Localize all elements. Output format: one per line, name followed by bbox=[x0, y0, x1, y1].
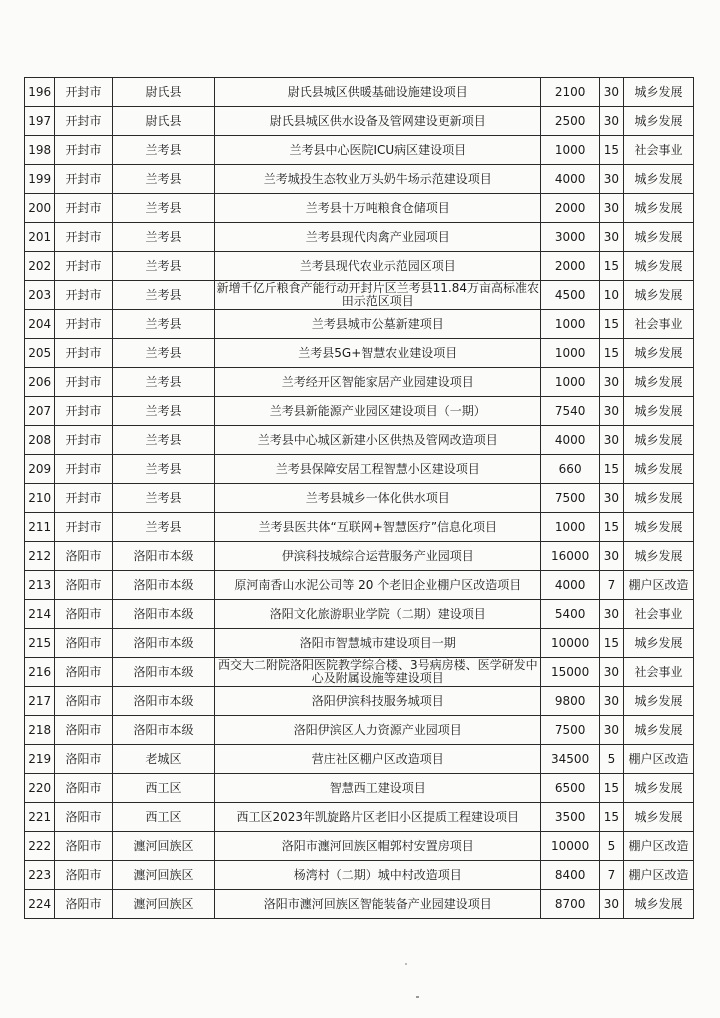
table-row bbox=[25, 803, 694, 832]
table-row bbox=[25, 513, 694, 542]
category-cell: 社会事业 bbox=[623, 658, 693, 687]
table-body bbox=[25, 78, 694, 919]
table-row bbox=[25, 281, 694, 310]
table-row bbox=[25, 368, 694, 397]
category-cell: 城乡发展 bbox=[623, 803, 693, 832]
project-name-cell: 兰考县中心医院ICU病区建设项目 bbox=[215, 136, 541, 165]
years-cell: 5 bbox=[599, 745, 623, 774]
amount-cell: 3500 bbox=[541, 803, 600, 832]
category-cell: 社会事业 bbox=[623, 310, 693, 339]
county-cell: 洛阳市本级 bbox=[112, 629, 214, 658]
scan-speck bbox=[405, 963, 407, 965]
category-cell: 城乡发展 bbox=[623, 484, 693, 513]
city-cell: 洛阳市 bbox=[55, 745, 112, 774]
table-row bbox=[25, 397, 694, 426]
project-name-cell: 杨湾村（二期）城中村改造项目 bbox=[215, 861, 541, 890]
category-cell: 城乡发展 bbox=[623, 890, 693, 919]
amount-cell: 6500 bbox=[541, 774, 600, 803]
years-cell: 30 bbox=[599, 484, 623, 513]
row-number: 201 bbox=[25, 223, 55, 252]
category-cell: 城乡发展 bbox=[623, 165, 693, 194]
row-number: 200 bbox=[25, 194, 55, 223]
years-cell: 15 bbox=[599, 774, 623, 803]
category-cell: 城乡发展 bbox=[623, 78, 693, 107]
city-cell: 开封市 bbox=[55, 310, 112, 339]
project-name-cell: 西工区2023年凯旋路片区老旧小区提质工程建设项目 bbox=[215, 803, 541, 832]
years-cell: 15 bbox=[599, 310, 623, 339]
project-name-cell: 兰考县十万吨粮食仓储项目 bbox=[215, 194, 541, 223]
table-row bbox=[25, 223, 694, 252]
amount-cell: 34500 bbox=[541, 745, 600, 774]
category-cell: 城乡发展 bbox=[623, 194, 693, 223]
category-cell: 城乡发展 bbox=[623, 513, 693, 542]
city-cell: 开封市 bbox=[55, 513, 112, 542]
years-cell: 15 bbox=[599, 455, 623, 484]
city-cell: 开封市 bbox=[55, 397, 112, 426]
amount-cell: 1000 bbox=[541, 513, 600, 542]
row-number: 206 bbox=[25, 368, 55, 397]
category-cell: 棚户区改造 bbox=[623, 571, 693, 600]
category-cell: 城乡发展 bbox=[623, 629, 693, 658]
amount-cell: 4500 bbox=[541, 281, 600, 310]
amount-cell: 660 bbox=[541, 455, 600, 484]
project-name-cell: 尉氏县城区供水设备及管网建设更新项目 bbox=[215, 107, 541, 136]
project-name-cell: 兰考县保障安居工程智慧小区建设项目 bbox=[215, 455, 541, 484]
amount-cell: 8700 bbox=[541, 890, 600, 919]
amount-cell: 1000 bbox=[541, 310, 600, 339]
category-cell: 棚户区改造 bbox=[623, 832, 693, 861]
amount-cell: 7500 bbox=[541, 484, 600, 513]
category-cell: 社会事业 bbox=[623, 136, 693, 165]
table-row bbox=[25, 629, 694, 658]
city-cell: 开封市 bbox=[55, 107, 112, 136]
project-name-cell: 洛阳伊滨区人力资源产业园项目 bbox=[215, 716, 541, 745]
city-cell: 洛阳市 bbox=[55, 774, 112, 803]
row-number: 214 bbox=[25, 600, 55, 629]
years-cell: 30 bbox=[599, 223, 623, 252]
project-name-cell: 洛阳市智慧城市建设项目一期 bbox=[215, 629, 541, 658]
county-cell: 西工区 bbox=[112, 774, 214, 803]
amount-cell: 9800 bbox=[541, 687, 600, 716]
years-cell: 15 bbox=[599, 629, 623, 658]
project-name-cell: 兰考县新能源产业园区建设项目（一期） bbox=[215, 397, 541, 426]
county-cell: 兰考县 bbox=[112, 194, 214, 223]
years-cell: 30 bbox=[599, 658, 623, 687]
years-cell: 15 bbox=[599, 136, 623, 165]
county-cell: 洛阳市本级 bbox=[112, 571, 214, 600]
row-number: 221 bbox=[25, 803, 55, 832]
county-cell: 瀍河回族区 bbox=[112, 890, 214, 919]
row-number: 205 bbox=[25, 339, 55, 368]
city-cell: 开封市 bbox=[55, 136, 112, 165]
project-name-cell: 营庄社区棚户区改造项目 bbox=[215, 745, 541, 774]
years-cell: 30 bbox=[599, 107, 623, 136]
table-row bbox=[25, 861, 694, 890]
city-cell: 开封市 bbox=[55, 455, 112, 484]
table-row bbox=[25, 426, 694, 455]
city-cell: 洛阳市 bbox=[55, 542, 112, 571]
row-number: 203 bbox=[25, 281, 55, 310]
amount-cell: 2000 bbox=[541, 194, 600, 223]
scan-speck bbox=[416, 996, 419, 998]
project-name-cell: 新增千亿斤粮食产能行动开封片区兰考县11.84万亩高标准农田示范区项目 bbox=[216, 281, 539, 308]
table-row bbox=[25, 455, 694, 484]
city-cell: 开封市 bbox=[55, 252, 112, 281]
county-cell: 兰考县 bbox=[112, 513, 214, 542]
category-cell: 社会事业 bbox=[623, 600, 693, 629]
city-cell: 洛阳市 bbox=[55, 658, 112, 687]
years-cell: 30 bbox=[599, 890, 623, 919]
city-cell: 开封市 bbox=[55, 368, 112, 397]
county-cell: 兰考县 bbox=[112, 397, 214, 426]
county-cell: 洛阳市本级 bbox=[112, 716, 214, 745]
row-number: 208 bbox=[25, 426, 55, 455]
row-number: 219 bbox=[25, 745, 55, 774]
project-name-cell: 洛阳伊滨科技服务城项目 bbox=[215, 687, 541, 716]
county-cell: 洛阳市本级 bbox=[112, 687, 214, 716]
city-cell: 开封市 bbox=[55, 194, 112, 223]
city-cell: 洛阳市 bbox=[55, 629, 112, 658]
city-cell: 洛阳市 bbox=[55, 832, 112, 861]
table-row bbox=[25, 310, 694, 339]
table-row bbox=[25, 339, 694, 368]
row-number: 220 bbox=[25, 774, 55, 803]
table-row bbox=[25, 600, 694, 629]
amount-cell: 1000 bbox=[541, 136, 600, 165]
county-cell: 兰考县 bbox=[112, 426, 214, 455]
table-row bbox=[25, 194, 694, 223]
row-number: 212 bbox=[25, 542, 55, 571]
county-cell: 洛阳市本级 bbox=[112, 658, 214, 687]
years-cell: 15 bbox=[599, 252, 623, 281]
project-name-cell: 兰考县现代农业示范园区项目 bbox=[215, 252, 541, 281]
amount-cell: 1000 bbox=[541, 368, 600, 397]
county-cell: 洛阳市本级 bbox=[112, 600, 214, 629]
county-cell: 兰考县 bbox=[112, 368, 214, 397]
amount-cell: 3000 bbox=[541, 223, 600, 252]
years-cell: 7 bbox=[599, 861, 623, 890]
table-row bbox=[25, 658, 694, 687]
row-number: 209 bbox=[25, 455, 55, 484]
row-number: 218 bbox=[25, 716, 55, 745]
project-name-cell: 兰考县城乡一体化供水项目 bbox=[215, 484, 541, 513]
category-cell: 城乡发展 bbox=[623, 397, 693, 426]
row-number: 215 bbox=[25, 629, 55, 658]
table-row bbox=[25, 484, 694, 513]
years-cell: 30 bbox=[599, 600, 623, 629]
amount-cell: 1000 bbox=[541, 339, 600, 368]
county-cell: 兰考县 bbox=[112, 252, 214, 281]
years-cell: 30 bbox=[599, 716, 623, 745]
project-name-cell: 兰考城投生态牧业万头奶牛场示范建设项目 bbox=[215, 165, 541, 194]
table-row bbox=[25, 542, 694, 571]
years-cell: 30 bbox=[599, 368, 623, 397]
city-cell: 开封市 bbox=[55, 165, 112, 194]
amount-cell: 4000 bbox=[541, 426, 600, 455]
row-number: 216 bbox=[25, 658, 55, 687]
row-number: 199 bbox=[25, 165, 55, 194]
amount-cell: 4000 bbox=[541, 165, 600, 194]
project-name-cell: 兰考县5G+智慧农业建设项目 bbox=[215, 339, 541, 368]
project-name-cell: 兰考经开区智能家居产业园建设项目 bbox=[215, 368, 541, 397]
category-cell: 城乡发展 bbox=[623, 716, 693, 745]
row-number: 210 bbox=[25, 484, 55, 513]
project-name-cell: 兰考县现代肉禽产业园项目 bbox=[215, 223, 541, 252]
project-name-cell: 洛阳市瀍河回族区帽郭村安置房项目 bbox=[215, 832, 541, 861]
table-row bbox=[25, 78, 694, 107]
row-number: 198 bbox=[25, 136, 55, 165]
city-cell: 开封市 bbox=[55, 78, 112, 107]
amount-cell: 8400 bbox=[541, 861, 600, 890]
years-cell: 30 bbox=[599, 165, 623, 194]
row-number: 213 bbox=[25, 571, 55, 600]
county-cell: 兰考县 bbox=[112, 484, 214, 513]
years-cell: 30 bbox=[599, 78, 623, 107]
project-name-cell: 尉氏县城区供暖基础设施建设项目 bbox=[215, 78, 541, 107]
county-cell: 洛阳市本级 bbox=[112, 542, 214, 571]
project-name-cell: 西交大二附院洛阳医院教学综合楼、3号病房楼、医学研发中心及附属设施等建设项目 bbox=[215, 658, 541, 687]
table-row bbox=[25, 774, 694, 803]
county-cell: 兰考县 bbox=[112, 223, 214, 252]
table-row bbox=[25, 252, 694, 281]
category-cell: 城乡发展 bbox=[623, 368, 693, 397]
table-row bbox=[25, 136, 694, 165]
county-cell: 兰考县 bbox=[112, 165, 214, 194]
project-name-cell: 兰考县中心城区新建小区供热及管网改造项目 bbox=[215, 426, 541, 455]
row-number: 202 bbox=[25, 252, 55, 281]
amount-cell: 2500 bbox=[541, 107, 600, 136]
category-cell: 城乡发展 bbox=[623, 426, 693, 455]
years-cell: 15 bbox=[599, 513, 623, 542]
county-cell: 兰考县 bbox=[112, 339, 214, 368]
category-cell: 棚户区改造 bbox=[623, 745, 693, 774]
county-cell: 瀍河回族区 bbox=[112, 832, 214, 861]
amount-cell: 10000 bbox=[541, 832, 600, 861]
years-cell: 7 bbox=[599, 571, 623, 600]
amount-cell: 16000 bbox=[541, 542, 600, 571]
project-name-cell: 洛阳市瀍河回族区智能装备产业园建设项目 bbox=[215, 890, 541, 919]
table-row bbox=[25, 890, 694, 919]
amount-cell: 7500 bbox=[541, 716, 600, 745]
years-cell: 15 bbox=[599, 339, 623, 368]
category-cell: 城乡发展 bbox=[623, 339, 693, 368]
city-cell: 开封市 bbox=[55, 484, 112, 513]
row-number: 223 bbox=[25, 861, 55, 890]
county-cell: 兰考县 bbox=[112, 136, 214, 165]
years-cell: 10 bbox=[599, 281, 623, 310]
city-cell: 洛阳市 bbox=[55, 687, 112, 716]
city-cell: 开封市 bbox=[55, 339, 112, 368]
category-cell: 棚户区改造 bbox=[623, 861, 693, 890]
table-row bbox=[25, 165, 694, 194]
row-number: 196 bbox=[25, 78, 55, 107]
category-cell: 城乡发展 bbox=[623, 774, 693, 803]
row-number: 207 bbox=[25, 397, 55, 426]
category-cell: 城乡发展 bbox=[623, 455, 693, 484]
project-name-cell: 原河南香山水泥公司等 20 个老旧企业棚户区改造项目 bbox=[215, 571, 541, 600]
county-cell: 老城区 bbox=[112, 745, 214, 774]
amount-cell: 2100 bbox=[541, 78, 600, 107]
amount-cell: 7540 bbox=[541, 397, 600, 426]
row-number: 197 bbox=[25, 107, 55, 136]
project-name-cell: 兰考县城市公墓新建项目 bbox=[215, 310, 541, 339]
county-cell: 瀍河回族区 bbox=[112, 861, 214, 890]
county-cell: 兰考县 bbox=[112, 281, 214, 310]
city-cell: 洛阳市 bbox=[55, 571, 112, 600]
amount-cell: 2000 bbox=[541, 252, 600, 281]
city-cell: 开封市 bbox=[55, 223, 112, 252]
county-cell: 尉氏县 bbox=[112, 78, 214, 107]
category-cell: 城乡发展 bbox=[623, 542, 693, 571]
city-cell: 洛阳市 bbox=[55, 600, 112, 629]
years-cell: 30 bbox=[599, 687, 623, 716]
project-table bbox=[24, 77, 694, 919]
category-cell: 城乡发展 bbox=[623, 252, 693, 281]
row-number: 204 bbox=[25, 310, 55, 339]
row-number: 217 bbox=[25, 687, 55, 716]
project-name-cell: 洛阳文化旅游职业学院（二期）建设项目 bbox=[215, 600, 541, 629]
years-cell: 30 bbox=[599, 542, 623, 571]
row-number: 224 bbox=[25, 890, 55, 919]
city-cell: 开封市 bbox=[55, 426, 112, 455]
table-row bbox=[25, 571, 694, 600]
project-name-cell: 智慧西工建设项目 bbox=[215, 774, 541, 803]
project-name-cell: 兰考县医共体“互联网+智慧医疗”信息化项目 bbox=[215, 513, 541, 542]
amount-cell: 5400 bbox=[541, 600, 600, 629]
county-cell: 西工区 bbox=[112, 803, 214, 832]
table-row bbox=[25, 832, 694, 861]
row-number: 211 bbox=[25, 513, 55, 542]
table-row bbox=[25, 687, 694, 716]
county-cell: 尉氏县 bbox=[112, 107, 214, 136]
city-cell: 洛阳市 bbox=[55, 803, 112, 832]
row-number: 222 bbox=[25, 832, 55, 861]
amount-cell: 4000 bbox=[541, 571, 600, 600]
years-cell: 30 bbox=[599, 194, 623, 223]
category-cell: 城乡发展 bbox=[623, 107, 693, 136]
county-cell: 兰考县 bbox=[112, 310, 214, 339]
years-cell: 30 bbox=[599, 397, 623, 426]
city-cell: 洛阳市 bbox=[55, 716, 112, 745]
project-name-cell: 伊滨科技城综合运营服务产业园项目 bbox=[215, 542, 541, 571]
city-cell: 开封市 bbox=[55, 281, 112, 310]
city-cell: 洛阳市 bbox=[55, 861, 112, 890]
amount-cell: 15000 bbox=[541, 658, 600, 687]
table-row bbox=[25, 745, 694, 774]
years-cell: 15 bbox=[599, 803, 623, 832]
city-cell: 洛阳市 bbox=[55, 890, 112, 919]
category-cell: 城乡发展 bbox=[623, 687, 693, 716]
amount-cell: 10000 bbox=[541, 629, 600, 658]
table-row bbox=[25, 107, 694, 136]
table-row bbox=[25, 716, 694, 745]
county-cell: 兰考县 bbox=[112, 455, 214, 484]
category-cell: 城乡发展 bbox=[623, 223, 693, 252]
category-cell: 城乡发展 bbox=[623, 281, 693, 310]
years-cell: 5 bbox=[599, 832, 623, 861]
years-cell: 30 bbox=[599, 426, 623, 455]
